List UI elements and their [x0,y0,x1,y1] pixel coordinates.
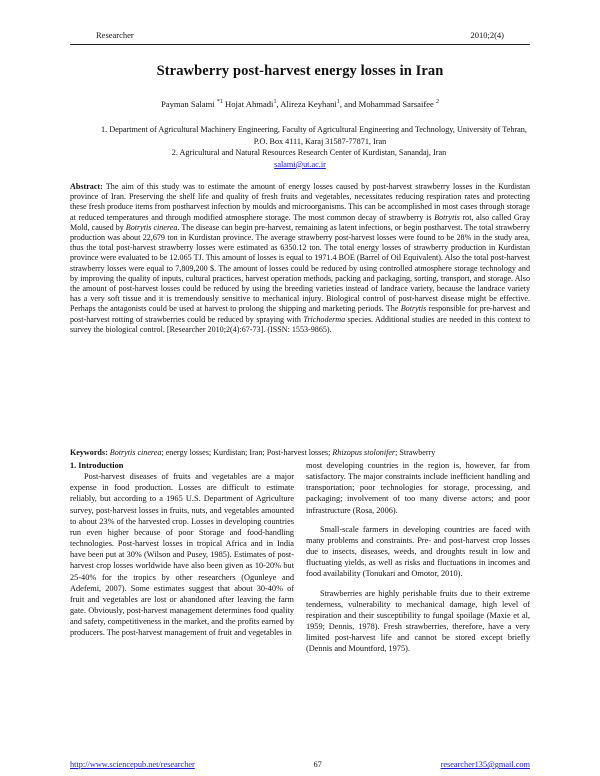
paper-title: Strawberry post-harvest energy losses in Iran [156,63,444,79]
abstract-text: The aim of this study was to estimate the amount of energy losses caused by post-harvest strawberry losses in the Kurdistan province of Iran. Preserving the shelf life and quality of fresh fruits and vegetables, necessitates reducing respiration rates and protecting these fresh produce items from postharvest infection by moulds and microorganisms. This can be accomplished in most cases through storage at reduced temperatures and through modified atmosphere storage. The most common decay of strawberry is [70,182,530,222]
author-list [0,99,600,109]
affiliations [70,124,530,170]
page-footer [70,760,530,769]
author-name: , and Mohammad Sarsaifee [339,99,437,109]
journal-url-link[interactable]: http://www.sciencepub.net/researcher [70,760,195,769]
abstract-text: rot, also called Gray Mold, caused by [70,212,530,232]
keyword-species: Botrytis cinerea [109,448,162,457]
abstract-species: Botrytis [400,304,427,314]
intro-paragraph-2: Small-scale farmers in developing countries are faced with many problems and constraints. Pre- and post-harvest crop losses due to insects, diseases, weeds, and droughts result in low and fluctuating yields, as well as risks and fluctuations in incomes and food availability (Tonukari and Omotor, 2010). [306,524,530,579]
author-affil-mark: *1 [216,99,223,106]
journal-name: Researcher [96,30,134,40]
author-name: , Alireza Keyhani [276,99,337,109]
intro-paragraph-3: Strawberries are highly perishable fruits due to their extreme tenderness, vulnerability to mechanical damage, high level of respiration and their susceptibility to fungal spoilage (Maxie et al, 1959; Dennis, 1978). Fresh strawberries, therefore, have a very limited post-harvest life and cannot be stored except briefly (Dennis and Mountford, 1975). [306,588,530,654]
page-number: 67 [313,760,322,769]
corresponding-email-link[interactable]: salami@ut.ac.ir [274,159,326,169]
keywords-label: Keywords: [70,448,108,457]
abstract-species: Botrytis cinerea [125,222,178,232]
abstract-species: Botrytis [434,212,460,222]
abstract-text: . The disease can begin pre-harvest, remaining as latent infections, or begin postharvest. The total strawberry production was about 22,679 ton in Kurdistan province. The average strawberry post-harvest losses were found to be 28% in the study area, thus the total post-harvest strawberry losses were estimated as 6350.12 ton. The total energy losses of strawberry production in Kurdistan province were evaluated to be 12.065 TJ. This amount of losses is equal to 1971.4 BOE (Barrel of Oil Equivalent). Also the total post-harvest strawberry losses were equal to 7,809,200 $. The amount of losses could be reduced by using controlled atmosphere storage technology and by improving the quality of inputs, cultural practices, harvest operation methods, packing and packaging, sorting, transport, and storage. Also the amount of post-harvest losses could be reduced by using the breeding varieties instead of landrace variety, because the landrace variety has a very soft tissue and it is tremendously sensitive to mechanical injury. Biological control of post-harvest disease might be effective. Perhaps the antagonists could be used at harvest to prolong the shipping and marketing periods. The [70,222,530,314]
author-affil-mark: 1 [273,99,277,106]
intro-paragraph-1: Post-harvest diseases of fruits and vegetables are a major expense in food production. Losses are difficult to estimate reliably, but according to a 1965 U.S. Department of Agriculture survey, post-harvest losses in fruits, nuts, and vegetables amounted to about 23% of the harvested crop. Losses in developing countries run even higher because of poor Storage and food-handling technologies. Post-harvest losses in tropical Africa and in India have been put at 30% (Wilson and Pusey, 1985). Estimates of post-harvest crop losses worldwide have also been given as 10-20% but 25-40% for the tropics by other researchers (Ogunleye and Adefemi, 2007). Some estimates suggest that about 30-40% of fruit and vegetables are lost or abandoned after leaving the farm gate. Obviously, post-harvest management determines food quality and safety, competitiveness in the market, and the profits earned by producers. The post-harvest management of fruit and vegetables in [70,472,294,638]
author-affil-mark: 2 [436,99,440,106]
keyword-species: Rhizopus stolonifer [332,448,396,457]
right-column [306,460,530,655]
abstract-species: Trichoderma [303,314,346,324]
author-name: Hojat Ahmadi [222,99,274,109]
affiliation-1: 1. Department of Agricultural Machinery Engineering, Faculty of Agricultural Engineering and Technology, University of Tehran, P.O. Box 4111, Karaj 31587-77871, Iran [101,125,527,146]
keywords-text: ; Strawberry [395,448,436,457]
keywords [70,448,530,458]
intro-paragraph-1-continued: most developing countries in the region is, however, far from satisfactory. The major constraints include inefficient handling and transportation; poor technologies for storage, processing, and packaging; involvement of too many diverse actors; and poor infrastructure (Rosa, 2006). [306,461,530,515]
abstract [70,182,530,335]
abstract-text: species. Additional studies are needed in this context to survey the biological control. [Researcher 2010;2(4):67-73]. (ISSN: 1553-9865). [70,314,531,334]
keywords-text: ; energy losses; Kurdistan; Iran; Post-harvest losses; [161,448,333,457]
running-header [96,30,504,40]
abstract-label: Abstract: [70,182,103,191]
journal-email-link[interactable]: researcher135@gmail.com [440,760,530,769]
journal-issue: 2010;2(4) [470,30,504,40]
section-heading: 1. Introduction [70,461,124,470]
author-affil-mark: 1 [336,99,340,106]
author-name: Payman Salami [160,99,217,109]
affiliation-2: 2. Agricultural and Natural Resources Research Center of Kurdistan, Sanandaj, Iran [171,148,447,157]
header-rule [70,44,530,45]
left-column [70,460,294,639]
abstract-text: responsible for pre-harvest and post-harvest rotting of strawberries could be reduced by spraying with [70,304,530,324]
